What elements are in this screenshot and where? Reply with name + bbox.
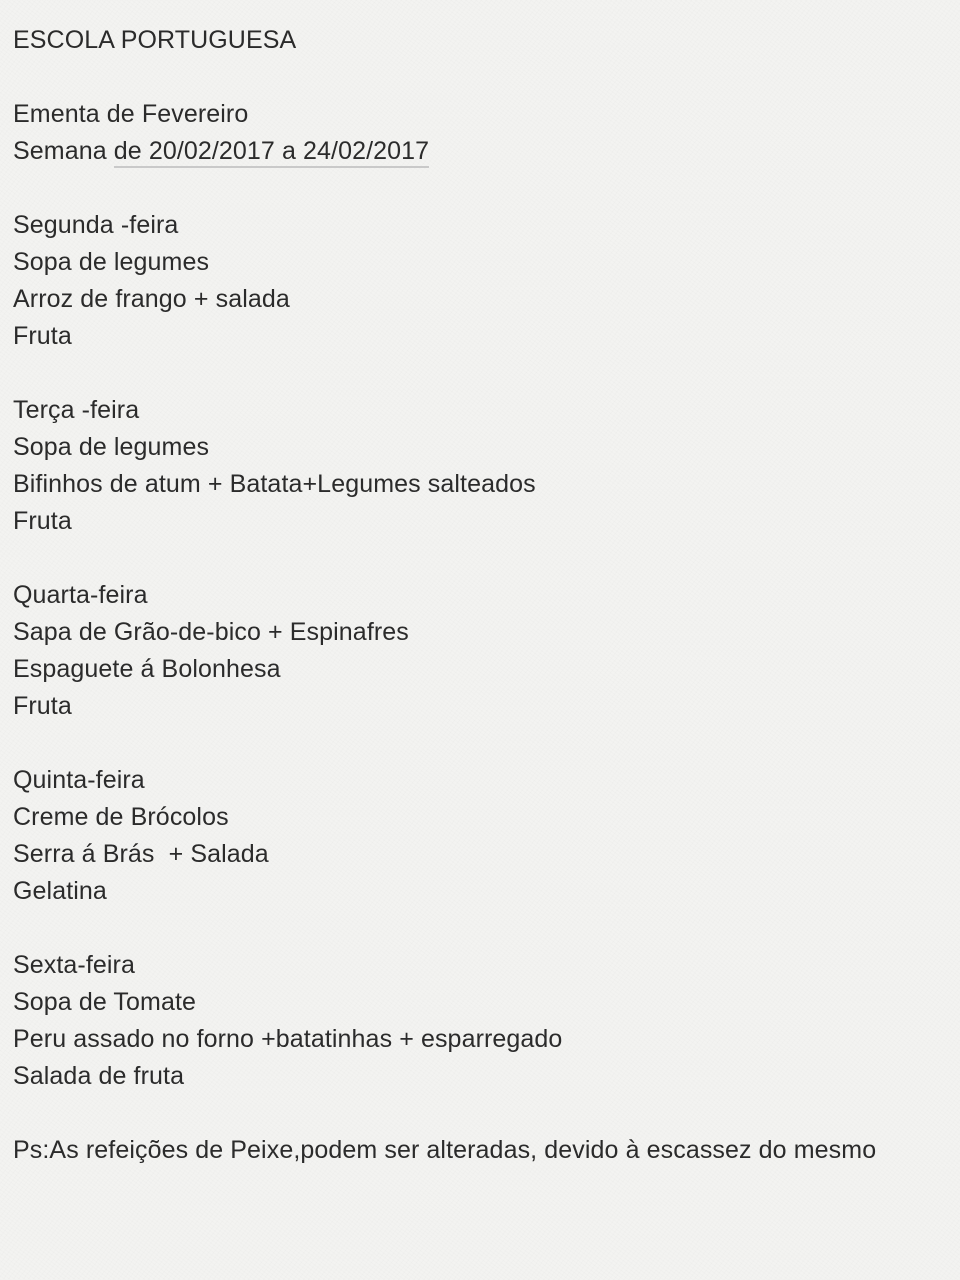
wednesday-dessert: Fruta <box>13 692 72 720</box>
friday-main: Peru assado no forno +batatinhas + esparregado <box>13 1025 563 1053</box>
wednesday-main: Espaguete á Bolonhesa <box>13 655 281 683</box>
week-date-range[interactable]: de 20/02/2017 a 24/02/2017 <box>114 137 429 168</box>
wednesday-soup: Sapa de Grão-de-bico + Espinafres <box>13 618 409 646</box>
friday-soup: Sopa de Tomate <box>13 988 197 1016</box>
day-name-tuesday: Terça -feira <box>13 396 140 424</box>
week-line <box>13 133 960 170</box>
tuesday-dessert: Fruta <box>13 507 72 535</box>
tuesday-main: Bifinhos de atum + Batata+Legumes salteados <box>13 470 536 498</box>
tuesday-soup: Sopa de legumes <box>13 433 210 461</box>
blank-line <box>13 1095 960 1132</box>
day-name-friday: Sexta-feira <box>13 951 135 979</box>
day-name-wednesday: Quarta-feira <box>13 581 148 609</box>
school-name: ESCOLA PORTUGUESA <box>13 26 297 54</box>
monday-soup: Sopa de legumes <box>13 248 210 276</box>
day-name-thursday: Quinta-feira <box>13 766 145 794</box>
blank-line <box>13 59 960 96</box>
menu-title: Ementa de Fevereiro <box>13 100 249 128</box>
blank-line <box>13 910 960 947</box>
blank-line <box>13 355 960 392</box>
postscript-note: Ps:As refeições de Peixe,podem ser alteradas, devido à escassez do mesmo <box>13 1136 877 1164</box>
friday-dessert: Salada de fruta <box>13 1062 185 1090</box>
thursday-main: Serra á Brás + Salada <box>13 840 269 868</box>
blank-line <box>13 540 960 577</box>
blank-line <box>13 725 960 762</box>
thursday-soup: Creme de Brócolos <box>13 803 229 831</box>
monday-main: Arroz de frango + salada <box>13 285 290 313</box>
monday-dessert: Fruta <box>13 322 72 350</box>
blank-line <box>13 170 960 207</box>
thursday-dessert: Gelatina <box>13 877 107 905</box>
week-prefix: Semana <box>13 137 114 165</box>
day-name-monday: Segunda -feira <box>13 211 179 239</box>
